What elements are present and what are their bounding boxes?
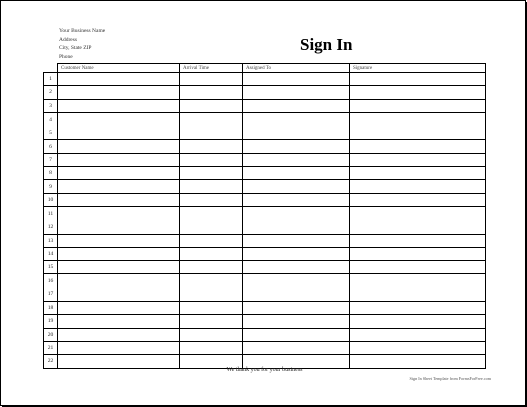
signature-cell[interactable]	[350, 140, 486, 153]
table-row	[44, 180, 486, 193]
row-number	[44, 274, 58, 302]
table-row	[44, 341, 486, 354]
customer-name-cell[interactable]	[58, 193, 180, 206]
signature-cell[interactable]	[350, 341, 486, 354]
row-number	[44, 112, 58, 140]
table-row	[44, 73, 486, 86]
customer-name-cell[interactable]	[58, 167, 180, 180]
row-number-label: 20	[47, 331, 54, 338]
column-header-arrival-time: Arrival Time	[180, 64, 243, 73]
signature-cell[interactable]	[350, 99, 486, 112]
column-header-assigned-to: Assigned To	[243, 64, 350, 73]
row-number	[44, 206, 58, 234]
customer-name-cell[interactable]	[58, 140, 180, 153]
arrival-time-cell[interactable]	[180, 153, 243, 166]
row-number-label: 8	[49, 170, 52, 177]
row-number-label: 21	[47, 345, 54, 352]
row-number	[44, 234, 58, 247]
arrival-time-cell[interactable]	[180, 247, 243, 260]
business-city-state-zip: City, State ZIP	[59, 45, 92, 52]
assigned-to-cell[interactable]	[243, 86, 350, 99]
business-name: Your Business Name	[59, 28, 106, 34]
signature-cell[interactable]	[350, 302, 486, 315]
customer-name-cell[interactable]	[58, 302, 180, 315]
arrival-time-cell[interactable]	[180, 99, 243, 112]
table-row	[44, 167, 486, 180]
business-block	[59, 27, 105, 61]
table-row	[44, 247, 486, 260]
row-number	[44, 193, 58, 206]
customer-name-cell[interactable]	[58, 73, 180, 86]
row-number	[44, 341, 58, 354]
customer-name-cell[interactable]	[58, 247, 180, 260]
row-number	[44, 261, 58, 274]
signature-cell[interactable]	[350, 261, 486, 274]
assigned-to-cell[interactable]	[243, 261, 350, 274]
row-number	[44, 167, 58, 180]
arrival-time-cell[interactable]	[180, 274, 243, 302]
signature-cell[interactable]	[350, 86, 486, 99]
customer-name-cell[interactable]	[58, 341, 180, 354]
table-row	[44, 302, 486, 315]
row-number	[44, 73, 58, 86]
assigned-to-cell[interactable]	[243, 206, 350, 234]
row-number	[44, 153, 58, 166]
row-number-label: 9	[49, 183, 52, 190]
row-number-label: 10	[47, 196, 54, 203]
business-phone: Phone	[59, 53, 73, 60]
number-column-header	[44, 64, 58, 73]
assigned-to-cell[interactable]	[243, 328, 350, 341]
table-row	[44, 328, 486, 341]
table-row	[44, 193, 486, 206]
column-header-customer-name: Customer Name	[58, 64, 180, 73]
signature-cell[interactable]	[350, 153, 486, 166]
arrival-time-cell[interactable]	[180, 112, 243, 140]
row-number	[44, 140, 58, 153]
assigned-to-cell[interactable]	[243, 167, 350, 180]
assigned-to-cell[interactable]	[243, 140, 350, 153]
table-row	[44, 206, 486, 234]
table-row	[44, 315, 486, 328]
row-number	[44, 328, 58, 341]
table-row	[44, 153, 486, 166]
assigned-to-cell[interactable]	[243, 234, 350, 247]
arrival-time-cell[interactable]	[180, 261, 243, 274]
row-number-label: 6	[49, 143, 52, 150]
arrival-time-cell[interactable]	[180, 167, 243, 180]
signature-cell[interactable]	[350, 328, 486, 341]
row-number-label: 14	[47, 251, 54, 257]
header-row	[44, 64, 486, 73]
assigned-to-cell[interactable]	[243, 315, 350, 328]
signature-cell[interactable]	[350, 247, 486, 260]
customer-name-cell[interactable]	[58, 86, 180, 99]
signature-cell[interactable]	[350, 112, 486, 140]
assigned-to-cell[interactable]	[243, 341, 350, 354]
customer-name-cell[interactable]	[58, 261, 180, 274]
row-number-label: 3	[49, 102, 52, 109]
signature-cell[interactable]	[350, 73, 486, 86]
arrival-time-cell[interactable]	[180, 140, 243, 153]
row-number-label: 19	[47, 318, 54, 325]
arrival-time-cell[interactable]	[180, 206, 243, 234]
signature-cell[interactable]	[350, 180, 486, 193]
signature-cell[interactable]	[350, 206, 486, 234]
customer-name-cell[interactable]	[58, 328, 180, 341]
customer-name-cell[interactable]	[58, 234, 180, 247]
arrival-time-cell[interactable]	[180, 328, 243, 341]
assigned-to-cell[interactable]	[243, 73, 350, 86]
arrival-time-cell[interactable]	[180, 73, 243, 86]
row-number-label: 11	[47, 210, 54, 217]
row-number	[44, 247, 58, 260]
signature-cell[interactable]	[350, 167, 486, 180]
customer-name-cell[interactable]	[58, 274, 180, 302]
row-number-label: 18	[47, 305, 54, 312]
signature-cell[interactable]	[350, 274, 486, 302]
row-number-label: 2	[49, 89, 52, 96]
table-row	[44, 274, 486, 302]
row-number-label: 15	[47, 264, 54, 271]
row-number-label: 7	[49, 156, 52, 163]
table-row	[44, 99, 486, 112]
table-row	[44, 86, 486, 99]
row-number	[44, 315, 58, 328]
customer-name-cell[interactable]	[58, 153, 180, 166]
business-address: Address	[59, 36, 78, 43]
template-credit: Sign In Sheet Template from FormsForFree.com	[409, 376, 491, 381]
signature-cell[interactable]	[350, 193, 486, 206]
arrival-time-cell[interactable]	[180, 341, 243, 354]
table-row	[44, 261, 486, 274]
assigned-to-cell[interactable]	[243, 247, 350, 260]
customer-name-cell[interactable]	[58, 112, 180, 140]
row-number	[44, 99, 58, 112]
assigned-to-cell[interactable]	[243, 274, 350, 302]
row-number-label: 17	[47, 291, 54, 298]
row-number	[44, 302, 58, 315]
row-number-label: 22	[47, 358, 54, 365]
signature-cell[interactable]	[350, 315, 486, 328]
row-number	[44, 86, 58, 99]
assigned-to-cell[interactable]	[243, 153, 350, 166]
customer-name-cell[interactable]	[58, 180, 180, 193]
table-row	[44, 140, 486, 153]
table-row	[44, 234, 486, 247]
thank-you-footer: We thank you for your business	[226, 367, 303, 373]
row-number-label: 5	[49, 129, 52, 136]
table-row	[44, 112, 486, 140]
assigned-to-cell[interactable]	[243, 193, 350, 206]
customer-name-cell[interactable]	[58, 315, 180, 328]
assigned-to-cell[interactable]	[243, 99, 350, 112]
row-number-label: 13	[47, 237, 54, 244]
signin-table	[43, 63, 486, 369]
arrival-time-cell[interactable]	[180, 193, 243, 206]
arrival-time-cell[interactable]	[180, 86, 243, 99]
column-header-signature: Signature	[350, 64, 486, 73]
page-title: Sign In	[300, 35, 353, 54]
table-body	[44, 73, 486, 369]
customer-name-cell[interactable]	[58, 99, 180, 112]
row-number-label: 12	[47, 223, 54, 230]
row-number-label: 16	[47, 278, 54, 285]
row-number-label: 4	[49, 116, 52, 123]
assigned-to-cell[interactable]	[243, 302, 350, 315]
signature-cell[interactable]	[350, 234, 486, 247]
customer-name-cell[interactable]	[58, 206, 180, 234]
arrival-time-cell[interactable]	[180, 302, 243, 315]
assigned-to-cell[interactable]	[243, 180, 350, 193]
arrival-time-cell[interactable]	[180, 180, 243, 193]
row-number	[44, 180, 58, 193]
arrival-time-cell[interactable]	[180, 234, 243, 247]
arrival-time-cell[interactable]	[180, 315, 243, 328]
assigned-to-cell[interactable]	[243, 112, 350, 140]
row-number-label: 1	[49, 76, 52, 83]
